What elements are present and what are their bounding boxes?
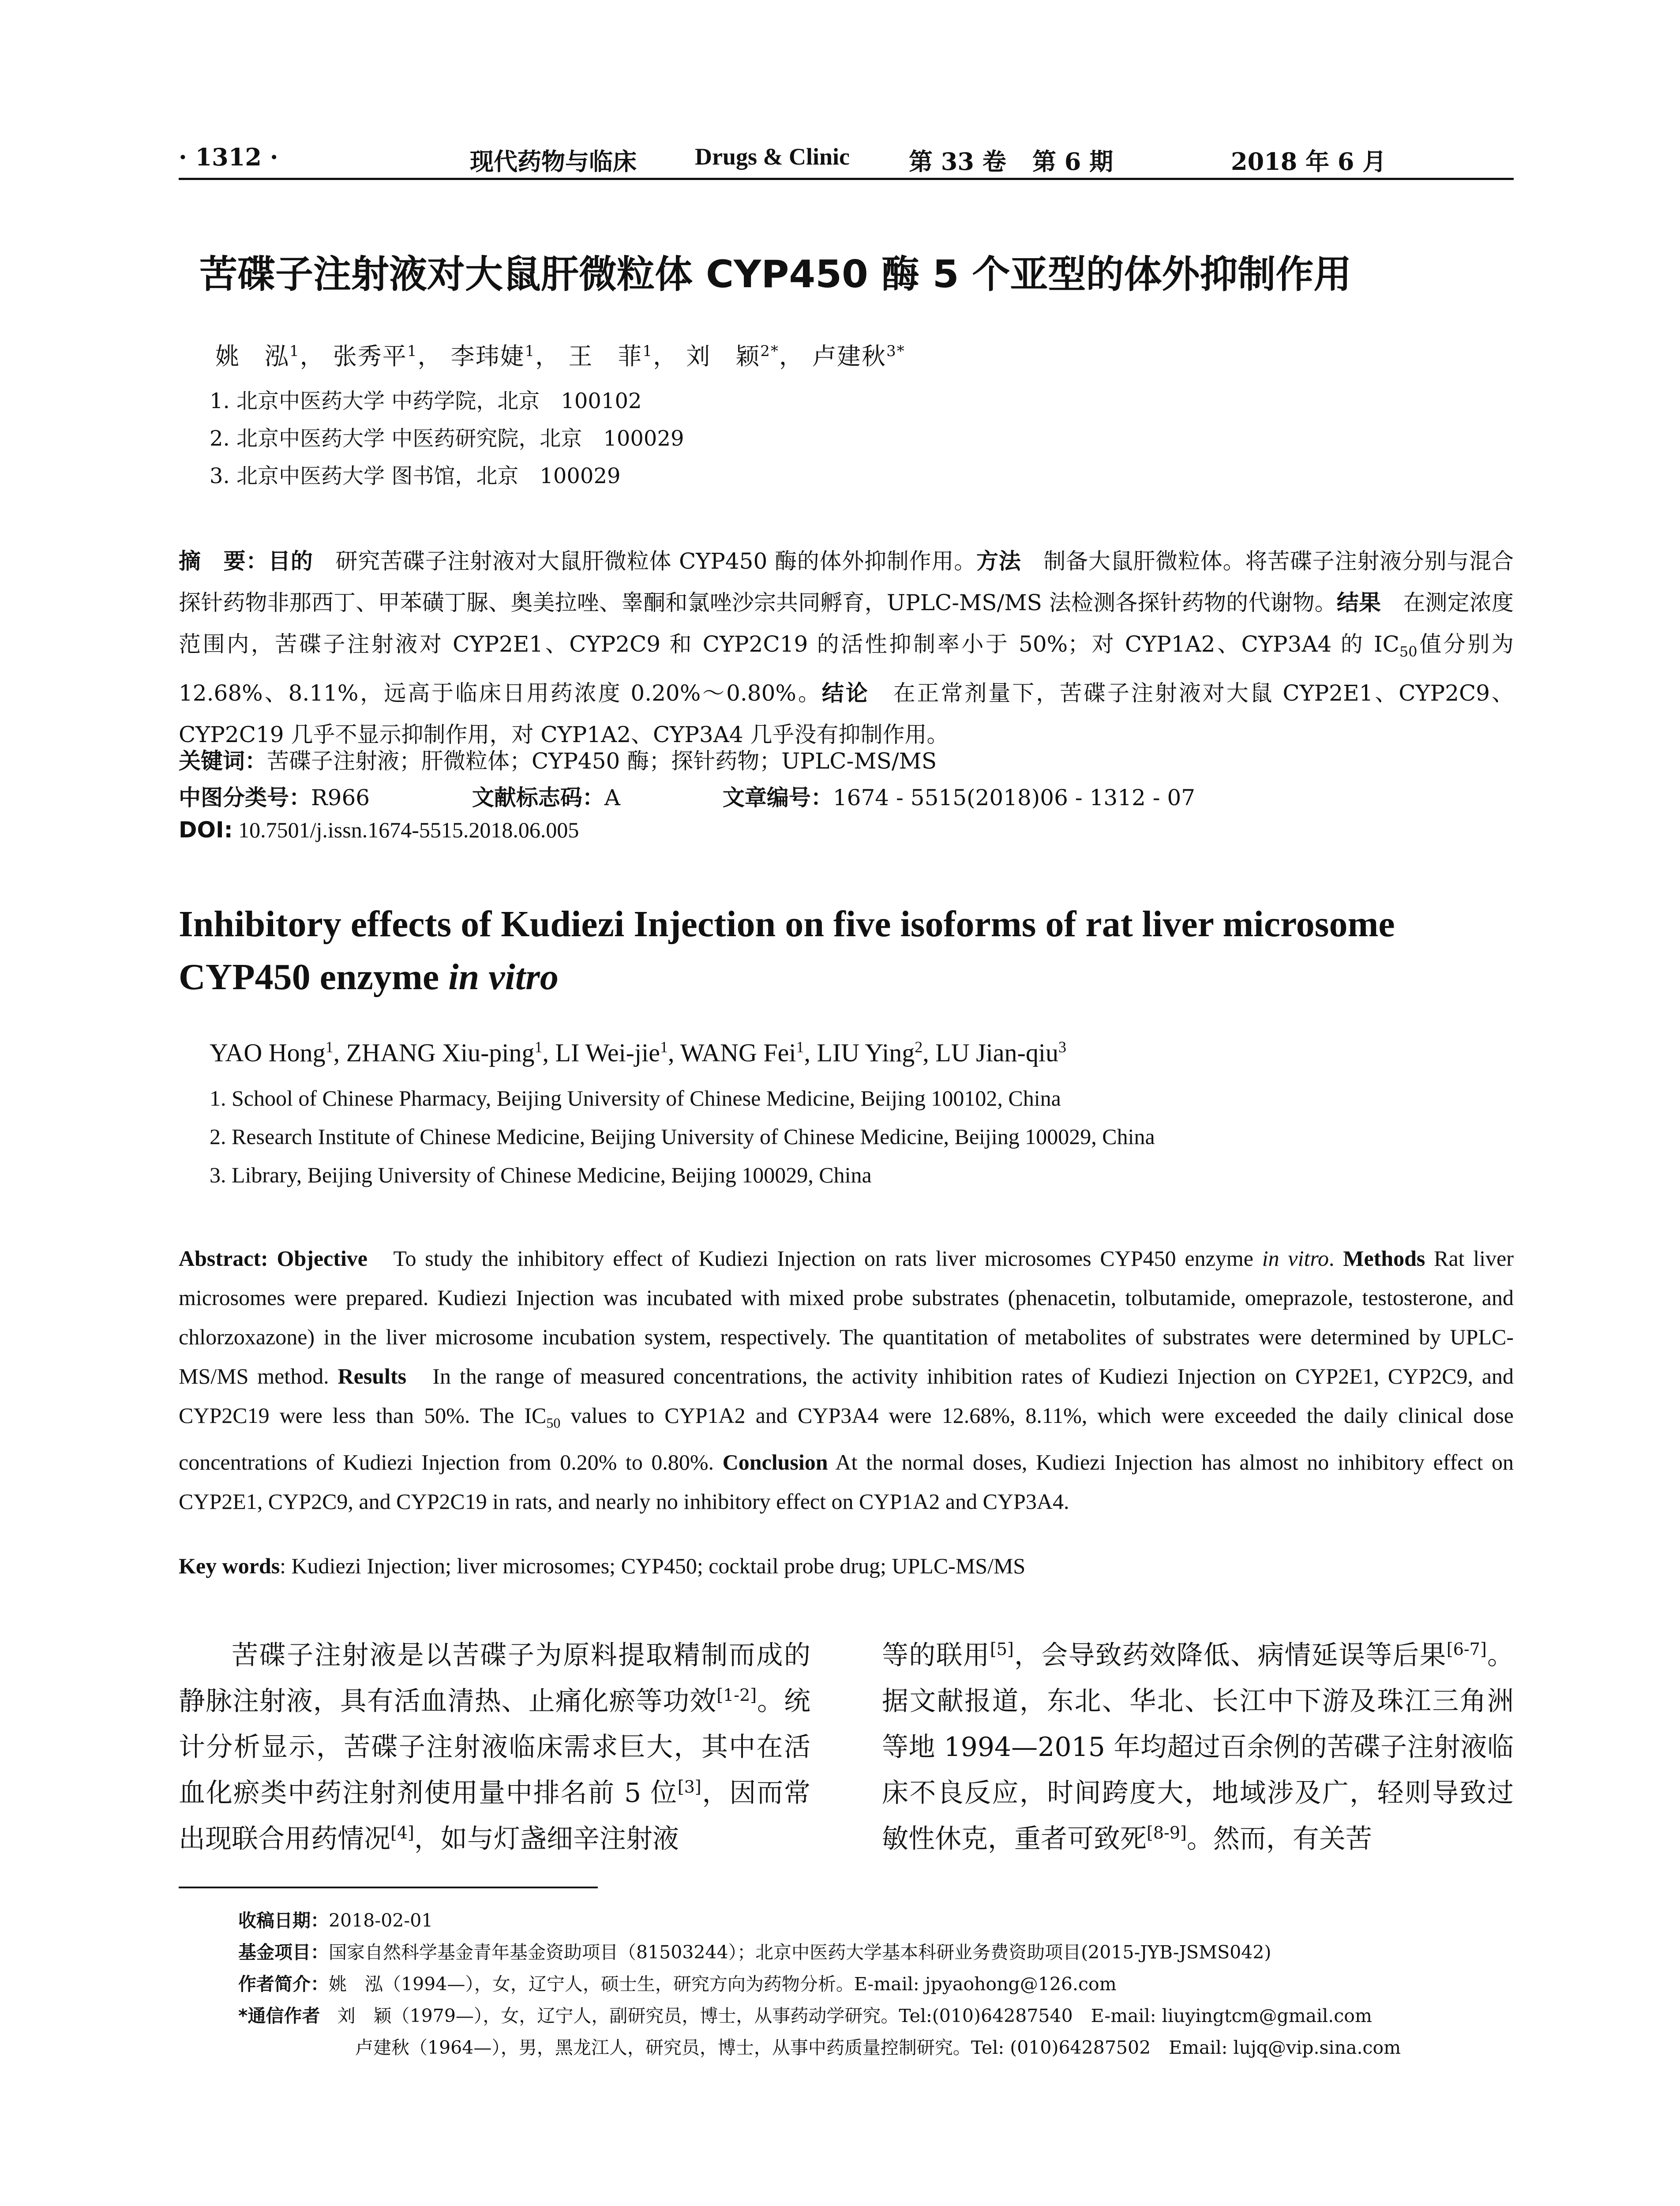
clc-value: R966 bbox=[311, 785, 370, 810]
title-line-2-text: CYP450 enzyme bbox=[179, 957, 449, 998]
footnote-corresponding bbox=[238, 2001, 1372, 2027]
abstract-en bbox=[179, 1239, 1514, 1521]
results-subscript: 50 bbox=[546, 1415, 561, 1431]
author-name: LI Wei-jie bbox=[555, 1038, 660, 1067]
affiliation-en-1: 1. School of Chinese Pharmacy, Beijing University of Chinese Medicine, Beijing 100102, China bbox=[210, 1086, 1061, 1111]
author-separator: ， bbox=[417, 342, 442, 370]
abstract-label: 摘 要： bbox=[179, 548, 269, 574]
affiliation-cn-2: 2. 北京中医药大学 中医药研究院，北京 100029 bbox=[210, 426, 684, 451]
author-separator: , bbox=[668, 1038, 680, 1067]
author-list-en bbox=[210, 1038, 1066, 1067]
body-column-left bbox=[179, 1632, 810, 1862]
methods-text: 制备大鼠肝微粒体。将苦碟子注射液分别与混合探针药物非那西丁、甲苯磺丁脲、奥美拉唑、睾酮和氯唑沙宗共同孵育，UPLC-MS/MS 法检测各探针药物的代谢物。 bbox=[179, 548, 1514, 615]
author-name: WANG Fei bbox=[680, 1038, 796, 1067]
author-name: 李玮婕 bbox=[450, 342, 525, 370]
objective-label: 目的 bbox=[268, 548, 313, 574]
conclusion-label: Conclusion bbox=[722, 1450, 828, 1474]
abstract-label: Abstract: bbox=[179, 1246, 268, 1271]
author-name: ZHANG Xiu-ping bbox=[346, 1038, 535, 1067]
citation-ref: [5] bbox=[990, 1639, 1014, 1659]
abstract-cn bbox=[179, 540, 1514, 755]
journal-name-cn: 现代药物与临床 bbox=[470, 148, 637, 176]
journal-name-en: Drugs & Clinic bbox=[695, 143, 850, 170]
citation-ref: [3] bbox=[677, 1777, 701, 1797]
author-affiliation-mark: 1 bbox=[525, 342, 536, 360]
results-text-cont: values to CYP1A2 and CYP3A4 were 12.68%, 8.11%, which were exceeded the daily clinical dose concentrations of Kudiezi Injection from 0.20% to 0.80%. bbox=[179, 1403, 1514, 1474]
affiliation-cn-3: 3. 北京中医药大学 图书馆，北京 100029 bbox=[210, 464, 621, 488]
author-separator: ， bbox=[300, 342, 325, 370]
author-affiliation-mark: 1 bbox=[325, 1038, 334, 1056]
title-line-1: Inhibitory effects of Kudiezi Injection on five isoforms of rat liver microsome bbox=[179, 904, 1395, 945]
footnote-rule bbox=[179, 1887, 598, 1888]
body-text: ，因而常出现联合用药情况 bbox=[179, 1778, 810, 1854]
author-affiliation-mark: 2 bbox=[915, 1038, 923, 1056]
issue: 第 6 期 bbox=[1032, 147, 1114, 176]
author-affiliation-mark: 3* bbox=[886, 342, 905, 360]
article-id-label: 文章编号： bbox=[722, 785, 833, 810]
affiliation-en-3: 3. Library, Beijing University of Chinese Medicine, Beijing 100029, China bbox=[210, 1163, 872, 1187]
article-id-value: 1674 - 5515(2018)06 - 1312 - 07 bbox=[832, 785, 1196, 810]
author-separator: ， bbox=[779, 342, 804, 370]
issue-date: 2018 年 6 月 bbox=[1231, 147, 1387, 176]
author-affiliation-mark: 2* bbox=[760, 342, 779, 360]
conclusion-label: 结论 bbox=[821, 680, 870, 706]
body-text: 。据文献报道，东北、华北、长江中下游及珠江三角洲等地 1994—2015 年均超过百余例的苦碟子注射液临床不良反应，时间跨度大，地域涉及广，轻则导致过敏性休克，重者可致死 bbox=[882, 1640, 1514, 1854]
doi-line bbox=[179, 817, 579, 843]
methods-label: 方法 bbox=[976, 548, 1021, 574]
footnote-bio bbox=[238, 1970, 1117, 1996]
citation-ref: [1-2] bbox=[716, 1685, 757, 1705]
doi-label: DOI: bbox=[179, 817, 233, 843]
author-name: 张秀平 bbox=[333, 342, 407, 370]
keywords-text: : Kudiezi Injection; liver microsomes; CYP450; cocktail probe drug; UPLC-MS/MS bbox=[280, 1553, 1026, 1578]
corresponding-label: *通信作者 bbox=[238, 2005, 320, 2026]
author-affiliation-mark: 1 bbox=[289, 342, 300, 360]
body-text: 。然而，有关苦 bbox=[1186, 1823, 1372, 1854]
author-name: LIU Ying bbox=[817, 1038, 915, 1067]
bio-label: 作者简介： bbox=[238, 1973, 329, 1995]
page-number: · 1312 · bbox=[179, 143, 278, 171]
body-column-right bbox=[882, 1632, 1514, 1862]
author-name: 卢建秋 bbox=[812, 342, 887, 370]
conclusion-text: 在正常剂量下，苦碟子注射液对大鼠 CYP2E1、CYP2C9、CYP2C19 几乎不显示抑制作用，对 CYP1A2、CYP3A4 几乎没有抑制作用。 bbox=[179, 680, 1514, 747]
title-italic: in vitro bbox=[448, 957, 559, 998]
affiliation-en-2: 2. Research Institute of Chinese Medicine, Beijing University of Chinese Medicine, Beijing 100029, China bbox=[210, 1124, 1155, 1149]
footnote-fund bbox=[238, 1938, 1271, 1964]
results-label: 结果 bbox=[1336, 590, 1381, 615]
citation-ref: [8-9] bbox=[1147, 1823, 1187, 1842]
footnote-received bbox=[238, 1906, 433, 1932]
author-affiliation-mark: 1 bbox=[407, 342, 418, 360]
author-list-cn bbox=[215, 338, 905, 371]
body-text: ，如与灯盏细辛注射液 bbox=[414, 1823, 679, 1854]
author-affiliation-mark: 1 bbox=[796, 1038, 804, 1056]
author-name: 刘 颖 bbox=[686, 342, 761, 370]
doc-code-value: A bbox=[604, 785, 621, 810]
corresponding-author-1: 刘 颖（1979—），女，辽宁人，副研究员，博士，从事药动学研究。Tel:(010)64287540 E-mail: liuyingtcm@gmail.com bbox=[337, 2005, 1372, 2026]
author-name: 王 菲 bbox=[568, 342, 643, 370]
body-text: 等的联用 bbox=[882, 1640, 990, 1671]
keywords-en bbox=[179, 1553, 1025, 1579]
objective-text: To study the inhibitory effect of Kudiezi Injection on rats liver microsomes CYP450 enzyme bbox=[393, 1246, 1262, 1271]
author-separator: ， bbox=[653, 342, 678, 370]
conclusion-text: At the normal doses, Kudiezi Injection has almost no inhibitory effect on CYP2E1, CYP2C9, and CYP2C19 in rats, and nearly no inhibitory effect on CYP1A2 and CYP3A4. bbox=[179, 1450, 1514, 1514]
citation-ref: [6-7] bbox=[1446, 1639, 1487, 1659]
running-header bbox=[179, 141, 1514, 176]
clc-label: 中图分类号： bbox=[179, 785, 311, 810]
citation-ref: [4] bbox=[390, 1823, 414, 1842]
author-affiliation-mark: 1 bbox=[660, 1038, 668, 1056]
body-text: 。统计分析显示，苦碟子注射液临床需求巨大，其中在活血化瘀类中药注射剂使用量中排名前 5 位 bbox=[179, 1686, 811, 1808]
author-separator: , bbox=[333, 1038, 346, 1067]
results-text-cont: 值分别为 12.68%、8.11%，远高于临床日用药浓度 0.20%～0.80%。 bbox=[179, 631, 1514, 706]
author-separator: , bbox=[542, 1038, 555, 1067]
results-text: In the range of measured concentrations, the activity inhibition rates of Kudiezi Injection on CYP2E1, CYP2C9, and CYP2C19 were less than 50%. The IC bbox=[179, 1364, 1514, 1428]
footnote-corresponding-2: 卢建秋（1964—），男，黑龙江人，研究员，博士，从事中药质量控制研究。Tel: (010)64287502 Email: lujq@vip.sina.com bbox=[355, 2037, 1401, 2058]
received-label: 收稿日期： bbox=[238, 1910, 329, 1931]
doi-value: 10.7501/j.issn.1674-5515.2018.06.005 bbox=[238, 818, 579, 842]
author-affiliation-mark: 1 bbox=[642, 342, 653, 360]
affiliation-cn-1: 1. 北京中医药大学 中药学院，北京 100102 bbox=[210, 389, 642, 413]
objective-end: . bbox=[1328, 1246, 1335, 1271]
fund-label: 基金项目： bbox=[238, 1942, 329, 1963]
article-title-en bbox=[179, 898, 1514, 1004]
classification-line bbox=[179, 780, 1195, 812]
objective-italic: in vitro bbox=[1262, 1246, 1329, 1271]
author-name: YAO Hong bbox=[210, 1038, 326, 1067]
article-title-cn: 苦碟子注射液对大鼠肝微粒体 CYP450 酶 5 个亚型的体外抑制作用 bbox=[199, 252, 1352, 296]
author-affiliation-mark: 1 bbox=[534, 1038, 543, 1056]
objective-label: Objective bbox=[277, 1246, 368, 1271]
results-label: Results bbox=[338, 1364, 407, 1388]
fund-text: 国家自然科学基金青年基金资助项目（81503244）；北京中医药大学基本科研业务费资助项目(2015-JYB-JSMS042) bbox=[329, 1942, 1271, 1963]
keywords-cn bbox=[179, 743, 937, 775]
author-separator: , bbox=[804, 1038, 817, 1067]
author-separator: ， bbox=[535, 342, 560, 370]
keywords-text: 苦碟子注射液；肝微粒体；CYP450 酶；探针药物；UPLC-MS/MS bbox=[267, 748, 937, 774]
header-rule bbox=[179, 178, 1514, 180]
doc-code-label: 文献标志码： bbox=[472, 785, 604, 810]
volume: 第 33 卷 bbox=[909, 147, 1006, 176]
bio-text: 姚 泓（1994—），女，辽宁人，硕士生，研究方向为药物分析。E-mail: jpyaohong@126.com bbox=[329, 1973, 1117, 1995]
body-text: 苦碟子注射液是以苦碟子为原料提取精制而成的静脉注射液，具有活血清热、止痛化瘀等功效 bbox=[179, 1640, 810, 1717]
objective-text: 研究苦碟子注射液对大鼠肝微粒体 CYP450 酶的体外抑制作用。 bbox=[335, 548, 977, 574]
results-text: 在测定浓度范围内，苦碟子注射液对 CYP2E1、CYP2C9 和 CYP2C19 的活性抑制率小于 50%；对 CYP1A2、CYP3A4 的 IC bbox=[179, 590, 1514, 657]
title-line-2 bbox=[179, 951, 1514, 1004]
methods-text: Rat liver microsomes were prepared. Kudiezi Injection was incubated with mixed probe substrates (phenacetin, tolbutamide, omeprazole, testosterone, and chlorzoxazone) in the liver microsome incubation system, respectively. The quantitation of metabolites of substrates were determined by UPLC-MS/MS method. bbox=[179, 1246, 1514, 1388]
received-date: 2018-02-01 bbox=[329, 1910, 433, 1931]
author-name: LU Jian-qiu bbox=[935, 1038, 1058, 1067]
author-separator: , bbox=[922, 1038, 936, 1067]
author-name: 姚 泓 bbox=[215, 342, 289, 370]
methods-label: Methods bbox=[1343, 1246, 1425, 1271]
results-subscript: 50 bbox=[1399, 643, 1418, 660]
keywords-label: Key words bbox=[179, 1553, 280, 1578]
keywords-label: 关键词： bbox=[179, 748, 267, 774]
author-affiliation-mark: 3 bbox=[1058, 1038, 1066, 1056]
body-text: ，会导致药效降低、病情延误等后果 bbox=[1013, 1640, 1447, 1671]
